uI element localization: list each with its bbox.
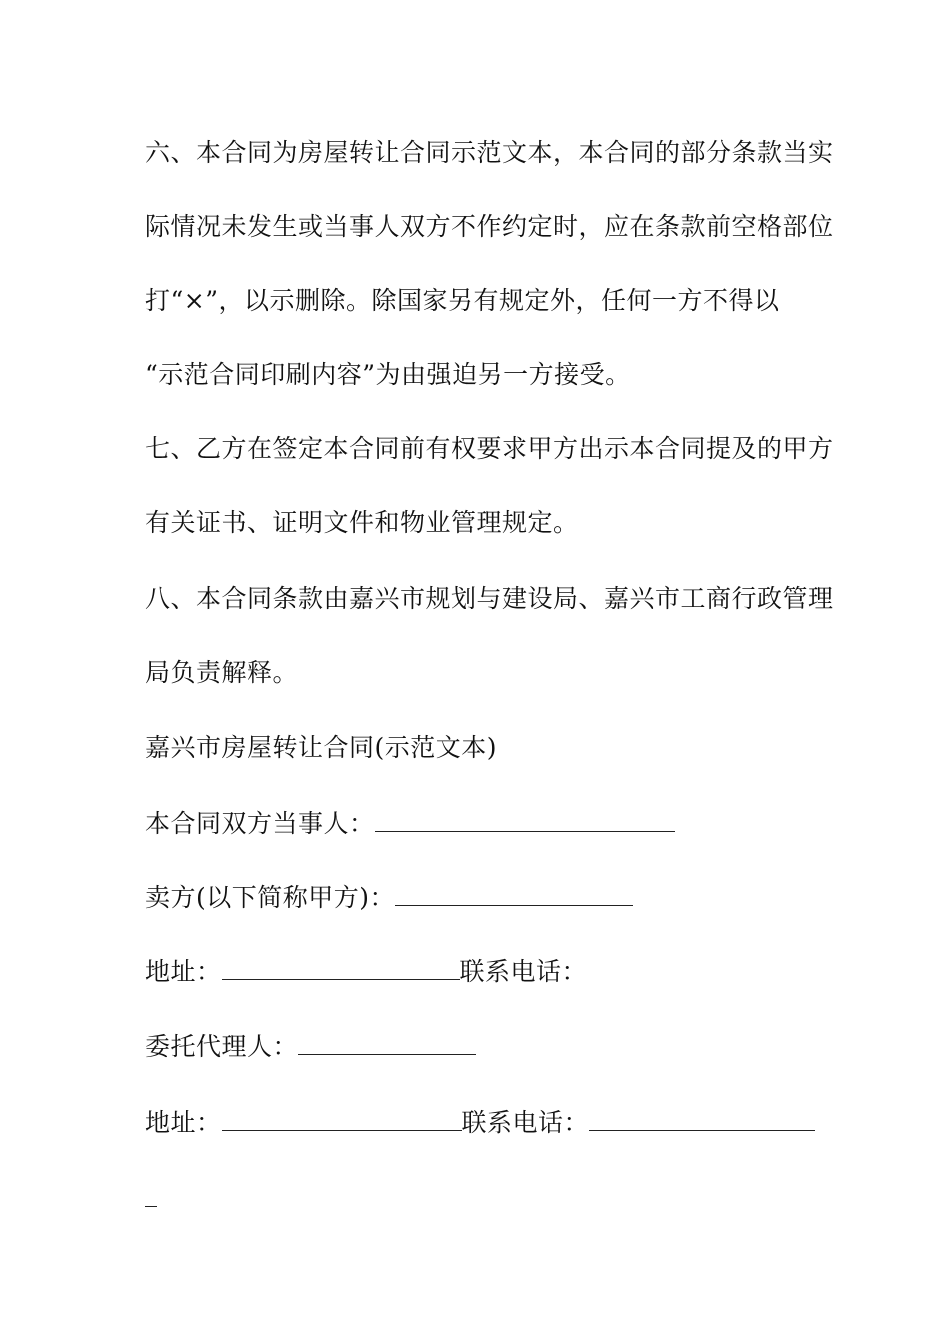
parties-blank[interactable]: [375, 811, 675, 832]
clause-seven-line-2: 有关证书、证明文件和物业管理规定。: [145, 508, 579, 537]
agent-blank[interactable]: [298, 1034, 476, 1055]
phone-label: 联系电话：: [459, 957, 588, 986]
seller-address-row: [145, 957, 587, 987]
address2-blank[interactable]: [222, 1110, 462, 1131]
agent-row: [145, 1032, 476, 1062]
clause-six-line-4: “示范合同印刷内容”为由强迫另一方接受。: [145, 360, 631, 389]
address2-label: 地址：: [145, 1108, 222, 1137]
seller-blank[interactable]: [395, 885, 633, 906]
clause-six-line-2: 际情况未发生或当事人双方不作约定时，应在条款前空格部位: [145, 212, 834, 241]
contract-title: 嘉兴市房屋转让合同(示范文本): [145, 733, 498, 762]
agent-address-row: [145, 1108, 815, 1138]
agent-label: 委托代理人：: [145, 1032, 299, 1061]
address-label: 地址：: [145, 957, 222, 986]
seller-row: [145, 883, 633, 913]
parties-label: 本合同双方当事人：: [145, 809, 375, 838]
clause-six-line-1: 六、本合同为房屋转让合同示范文本，本合同的部分条款当实: [145, 138, 834, 167]
phone2-label: 联系电话：: [461, 1108, 590, 1137]
clause-eight-line-2: 局负责解释。: [145, 658, 299, 687]
seller-label: 卖方(以下简称甲方)：: [145, 883, 396, 912]
parties-row: [145, 809, 675, 839]
clause-eight-line-1: 八、本合同条款由嘉兴市规划与建设局、嘉兴市工商行政管理: [145, 584, 834, 613]
clause-seven-line-1: 七、乙方在签定本合同前有权要求甲方出示本合同提及的甲方: [145, 434, 834, 463]
phone2-blank[interactable]: [589, 1110, 815, 1131]
address-blank[interactable]: [222, 959, 460, 980]
continuation-underline: [145, 1206, 157, 1207]
clause-six-line-3: 打“×”，以示删除。除国家另有规定外，任何一方不得以: [145, 286, 780, 315]
